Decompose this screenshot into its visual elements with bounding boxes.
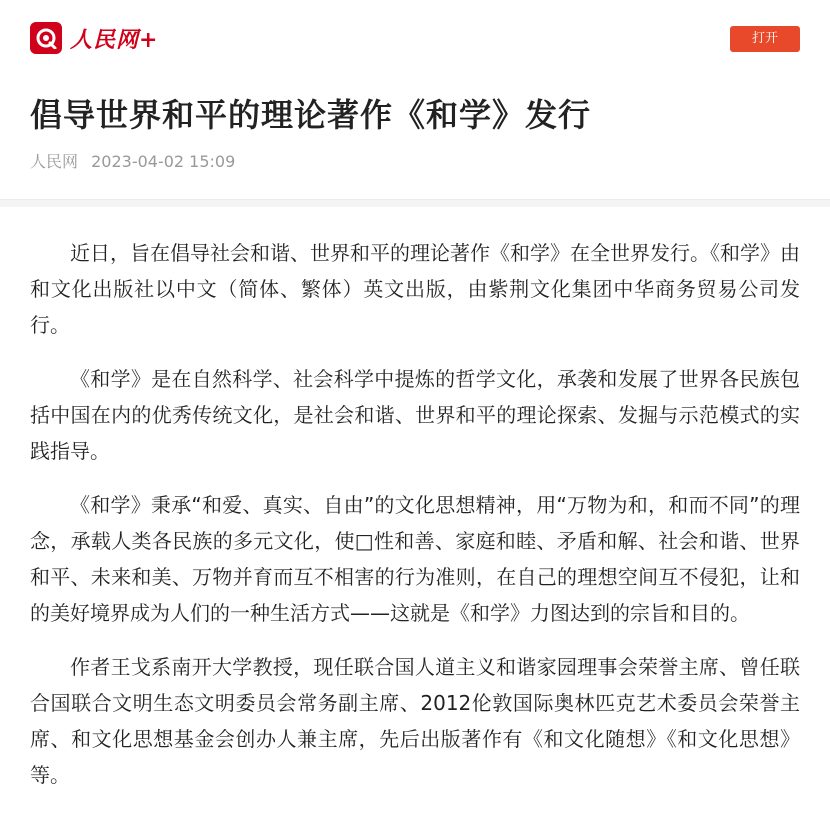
- people-net-logo-icon: [30, 22, 62, 54]
- article-paragraph: 近日，旨在倡导社会和谐、世界和平的理论著作《和学》在全世界发行。《和学》由和文化出版社以中文（简体、繁体）英文出版，由紫荆文化集团中华商务贸易公司发行。: [30, 241, 800, 337]
- article-datetime: 2023-04-02 15:09: [91, 152, 236, 171]
- section-divider: [0, 200, 830, 207]
- article-header: [0, 0, 830, 200]
- people-net-logo[interactable]: [30, 22, 158, 54]
- article-title: 倡导世界和平的理论著作《和学》发行: [30, 96, 592, 134]
- article-body: [0, 207, 830, 793]
- article-source[interactable]: 人民网: [30, 152, 79, 171]
- top-bar: [30, 22, 800, 56]
- article-meta: [30, 149, 235, 172]
- article-paragraph: 《和学》是在自然科学、社会科学中提炼的哲学文化，承袭和发展了世界各民族包括中国在内的优秀传统文化，是社会和谐、世界和平的理论探索、发掘与示范模式的实践指导。: [30, 367, 800, 463]
- open-app-button[interactable]: 打开: [730, 26, 800, 52]
- logo-text: 人民网+: [70, 26, 159, 53]
- article-paragraph: 作者王戈系南开大学教授，现任联合国人道主义和谐家园理事会荣誉主席、曾任联合国联合文明生态文明委员会常务副主席、2012伦敦国际奥林匹克艺术委员会荣誉主席、和文化思想基金会创办人兼主席，先后出版著作有《和文化随想》《和文化思想》等。: [30, 655, 800, 787]
- article-paragraph: 《和学》秉承“和爱、真实、自由”的文化思想精神，用“万物为和，和而不同”的理念，承载人类各民族的多元文化，使□性和善、家庭和睦、矛盾和解、社会和谐、世界和平、未来和美、万物并育而互不相害的行为准则，在自己的理想空间互不侵犯，让和的美好境界成为人们的一种生活方式——这就是《和学》力图达到的宗旨和目的。: [30, 493, 800, 625]
